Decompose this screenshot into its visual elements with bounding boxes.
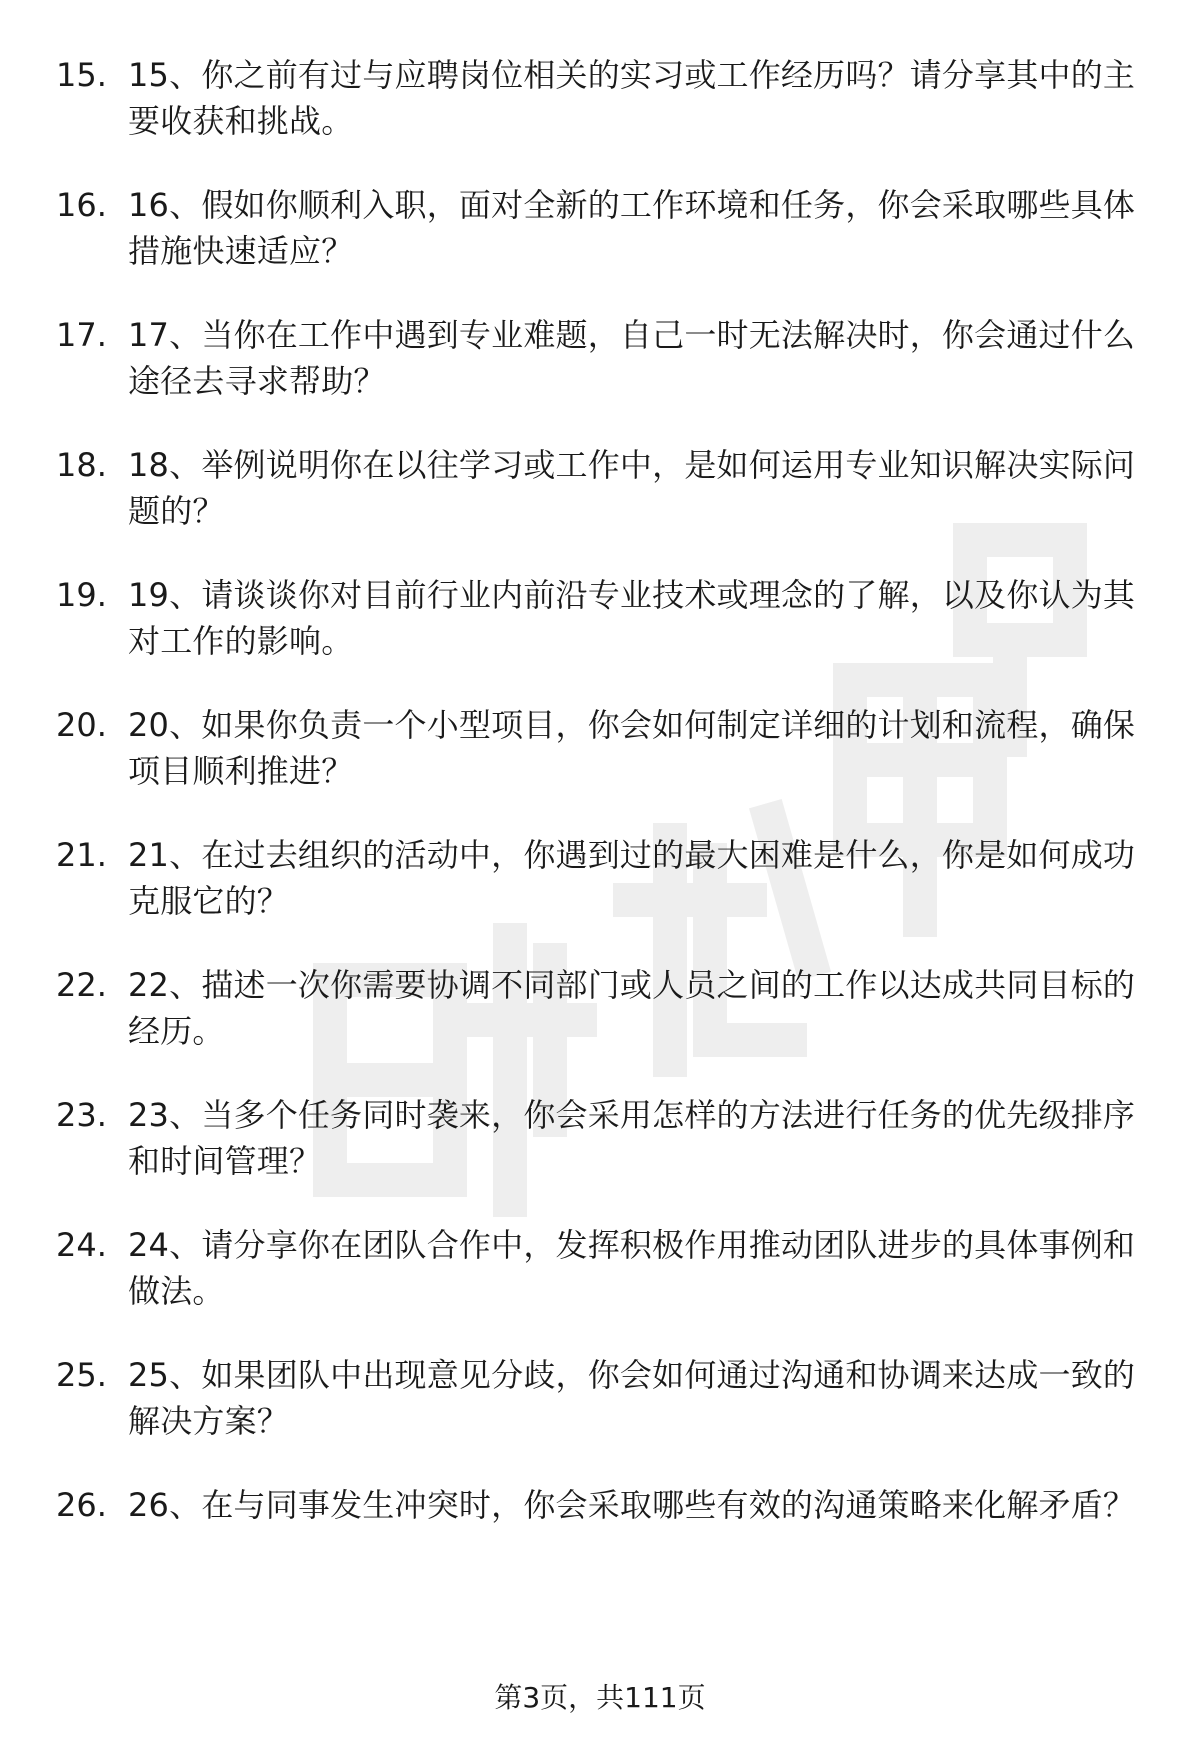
list-item — [0, 312, 1200, 442]
list-item — [0, 572, 1200, 702]
question-text: 26、在与同事发生冲突时，你会采取哪些有效的沟通策略来化解矛盾？ — [128, 1486, 1136, 1524]
question-number: 23. — [56, 1096, 107, 1134]
list-item — [0, 1482, 1200, 1612]
list-item — [0, 52, 1200, 182]
question-number: 25. — [56, 1356, 107, 1394]
question-number: 24. — [56, 1226, 107, 1264]
question-text: 18、举例说明你在以往学习或工作中，是如何运用专业知识解决实际问题的？ — [128, 446, 1136, 530]
list-item — [0, 832, 1200, 962]
question-text: 23、当多个任务同时袭来，你会采用怎样的方法进行任务的优先级排序和时间管理？ — [128, 1096, 1136, 1180]
list-item — [0, 1092, 1200, 1222]
question-text: 20、如果你负责一个小型项目，你会如何制定详细的计划和流程，确保项目顺利推进？ — [128, 706, 1136, 790]
question-text: 16、假如你顺利入职，面对全新的工作环境和任务，你会采取哪些具体措施快速适应？ — [128, 186, 1136, 270]
list-item — [0, 962, 1200, 1092]
question-text: 21、在过去组织的活动中，你遇到过的最大困难是什么，你是如何成功克服它的？ — [128, 836, 1136, 920]
question-number: 16. — [56, 186, 107, 224]
question-number: 18. — [56, 446, 107, 484]
question-number: 21. — [56, 836, 107, 874]
question-text: 19、请谈谈你对目前行业内前沿专业技术或理念的了解，以及你认为其对工作的影响。 — [128, 576, 1136, 660]
question-number: 20. — [56, 706, 107, 744]
question-number: 26. — [56, 1486, 107, 1524]
question-number: 22. — [56, 966, 107, 1004]
question-text: 24、请分享你在团队合作中，发挥积极作用推动团队进步的具体事例和做法。 — [128, 1226, 1136, 1310]
list-item — [0, 702, 1200, 832]
question-text: 17、当你在工作中遇到专业难题，自己一时无法解决时，你会通过什么途径去寻求帮助？ — [128, 316, 1136, 400]
page-number: 第3页，共111页 — [494, 1681, 706, 1714]
question-text: 25、如果团队中出现意见分歧，你会如何通过沟通和协调来达成一致的解决方案？ — [128, 1356, 1136, 1440]
question-text: 15、你之前有过与应聘岗位相关的实习或工作经历吗？请分享其中的主要收获和挑战。 — [128, 56, 1136, 140]
list-item — [0, 442, 1200, 572]
question-text: 22、描述一次你需要协调不同部门或人员之间的工作以达成共同目标的经历。 — [128, 966, 1136, 1050]
question-number: 19. — [56, 576, 107, 614]
list-item — [0, 182, 1200, 312]
question-number: 15. — [56, 56, 107, 94]
list-item — [0, 1222, 1200, 1352]
question-number: 17. — [56, 316, 107, 354]
list-item — [0, 1352, 1200, 1482]
question-list — [0, 52, 1200, 1612]
